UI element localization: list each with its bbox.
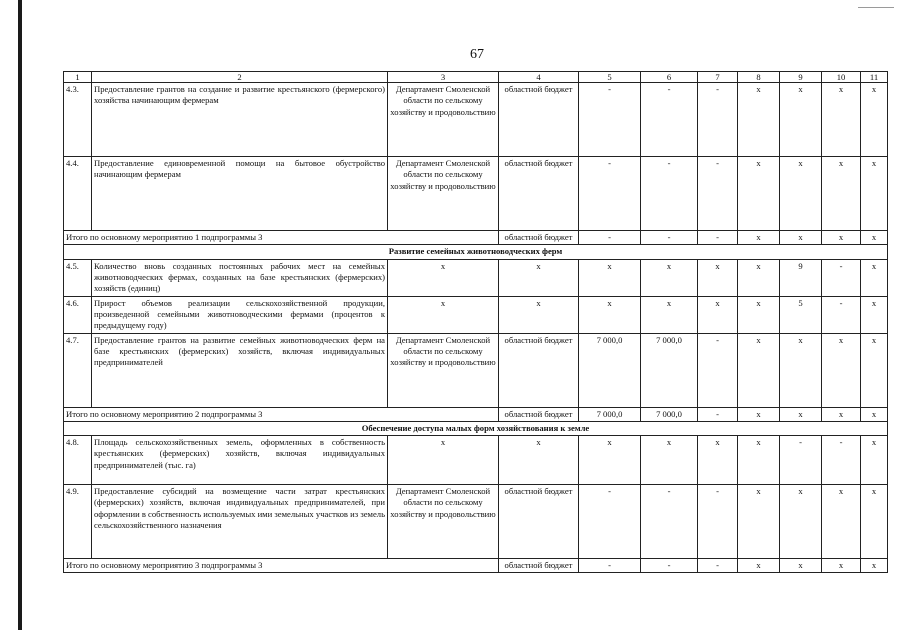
row-number: 4.7. (64, 333, 92, 407)
executor: Департамент Смоленской области по сельскому хозяйству и продовольствию (388, 157, 499, 231)
section-row (64, 421, 888, 435)
value-cell: x (738, 436, 780, 485)
column-header: 6 (641, 72, 698, 83)
column-header: 4 (499, 72, 579, 83)
value-cell: - (698, 231, 738, 245)
value-cell: x (780, 485, 822, 559)
value-cell: - (698, 157, 738, 231)
program-table (63, 71, 888, 573)
table-row (64, 259, 888, 296)
funding-source: x (499, 296, 579, 333)
value-cell: x (738, 485, 780, 559)
executor: x (388, 436, 499, 485)
value-cell: x (861, 333, 888, 407)
value-cell: x (822, 231, 861, 245)
value-cell: x (861, 485, 888, 559)
page-number: 67 (470, 47, 484, 62)
header-row (64, 72, 888, 83)
value-cell: x (780, 559, 822, 573)
activity-name: Предоставление единовременной помощи на бытовое обустройство начинающим фермерам (92, 157, 388, 231)
value-cell: x (738, 407, 780, 421)
row-number: 4.3. (64, 83, 92, 157)
value-cell: x (698, 259, 738, 296)
value-cell: - (579, 485, 641, 559)
value-cell: 7 000,0 (641, 333, 698, 407)
funding-source: областной бюджет (499, 231, 579, 245)
funding-source: x (499, 436, 579, 485)
column-header: 1 (64, 72, 92, 83)
value-cell: x (738, 559, 780, 573)
table-row (64, 436, 888, 485)
funding-source: областной бюджет (499, 407, 579, 421)
column-header: 11 (861, 72, 888, 83)
row-number: 4.8. (64, 436, 92, 485)
value-cell: x (579, 296, 641, 333)
value-cell: x (738, 296, 780, 333)
column-header: 10 (822, 72, 861, 83)
value-cell: x (579, 259, 641, 296)
activity-name: Прирост объемов реализации сельскохозяйственной продукции, произведенной семейными животноводческими фермами (процентов к предыдущему году) (92, 296, 388, 333)
value-cell: x (780, 231, 822, 245)
value-cell: 7 000,0 (579, 407, 641, 421)
value-cell: - (822, 436, 861, 485)
activity-name: Предоставление субсидий на возмещение части затрат крестьянских (фермерских) хозяйств, включая индивидуальных предпринимателей, при оформлении в собственность используемых ими земельных участков из земель сельскохозяйственного назначения (92, 485, 388, 559)
value-cell: x (641, 436, 698, 485)
value-cell: x (698, 296, 738, 333)
value-cell: x (738, 231, 780, 245)
value-cell: x (861, 436, 888, 485)
value-cell: - (698, 485, 738, 559)
value-cell: - (641, 231, 698, 245)
value-cell: x (579, 436, 641, 485)
total-row (64, 407, 888, 421)
value-cell: x (738, 259, 780, 296)
value-cell: - (698, 407, 738, 421)
activity-name: Предоставление грантов на развитие семейных животноводческих ферм на базе крестьянских (фермерских) хозяйств, включая индивидуальных предпринимателей (92, 333, 388, 407)
value-cell: x (780, 407, 822, 421)
executor: Департамент Смоленской области по сельскому хозяйству и продовольствию (388, 485, 499, 559)
value-cell: x (780, 83, 822, 157)
column-header: 2 (92, 72, 388, 83)
total-label: Итого по основному мероприятию 3 подпрограммы 3 (64, 559, 499, 573)
section-title: Развитие семейных животноводческих ферм (64, 245, 888, 259)
funding-source: областной бюджет (499, 157, 579, 231)
total-label: Итого по основному мероприятию 1 подпрограммы 3 (64, 231, 499, 245)
activity-name: Площадь сельскохозяйственных земель, оформленных в собственность крестьянских (фермерских) хозяйств, включая индивидуальных предпринимателей (тыс. га) (92, 436, 388, 485)
binding-bar (18, 0, 22, 630)
table-row (64, 296, 888, 333)
value-cell: - (579, 83, 641, 157)
value-cell: x (738, 333, 780, 407)
value-cell: x (641, 296, 698, 333)
value-cell: x (738, 157, 780, 231)
value-cell: x (822, 559, 861, 573)
value-cell: x (698, 436, 738, 485)
executor: x (388, 296, 499, 333)
table-row (64, 485, 888, 559)
value-cell: - (579, 157, 641, 231)
executor: x (388, 259, 499, 296)
total-row (64, 231, 888, 245)
funding-source: x (499, 259, 579, 296)
funding-source: областной бюджет (499, 559, 579, 573)
column-header: 7 (698, 72, 738, 83)
value-cell: x (861, 157, 888, 231)
value-cell: x (641, 259, 698, 296)
value-cell: - (579, 559, 641, 573)
value-cell: x (738, 83, 780, 157)
value-cell: x (861, 83, 888, 157)
total-label: Итого по основному мероприятию 2 подпрограммы 3 (64, 407, 499, 421)
column-header: 9 (780, 72, 822, 83)
value-cell: x (861, 407, 888, 421)
value-cell: - (822, 296, 861, 333)
activity-name: Количество вновь созданных постоянных рабочих мест на семейных животноводческих фермах, созданных на базе крестьянских (фермерских) хозяйств (единиц) (92, 259, 388, 296)
section-title: Обеспечение доступа малых форм хозяйствования к земле (64, 421, 888, 435)
value-cell: 5 (780, 296, 822, 333)
funding-source: областной бюджет (499, 333, 579, 407)
value-cell: x (822, 407, 861, 421)
value-cell: x (822, 333, 861, 407)
value-cell: x (861, 259, 888, 296)
value-cell: - (698, 333, 738, 407)
value-cell: - (698, 83, 738, 157)
value-cell: x (822, 83, 861, 157)
row-number: 4.6. (64, 296, 92, 333)
value-cell: - (641, 83, 698, 157)
executor: Департамент Смоленской области по сельскому хозяйству и продовольствию (388, 333, 499, 407)
value-cell: x (861, 296, 888, 333)
value-cell: - (780, 436, 822, 485)
value-cell: - (641, 157, 698, 231)
section-row (64, 245, 888, 259)
value-cell: 9 (780, 259, 822, 296)
column-header: 5 (579, 72, 641, 83)
activity-name: Предоставление грантов на создание и развитие крестьянского (фермерского) хозяйства начинающим фермерам (92, 83, 388, 157)
value-cell: 7 000,0 (641, 407, 698, 421)
funding-source: областной бюджет (499, 83, 579, 157)
row-number: 4.5. (64, 259, 92, 296)
row-number: 4.4. (64, 157, 92, 231)
value-cell: x (822, 485, 861, 559)
value-cell: - (641, 559, 698, 573)
value-cell: - (641, 485, 698, 559)
table-row (64, 83, 888, 157)
table-row (64, 157, 888, 231)
funding-source: областной бюджет (499, 485, 579, 559)
value-cell: 7 000,0 (579, 333, 641, 407)
total-row (64, 559, 888, 573)
value-cell: x (780, 157, 822, 231)
value-cell: - (822, 259, 861, 296)
value-cell: x (861, 559, 888, 573)
value-cell: x (822, 157, 861, 231)
column-header: 8 (738, 72, 780, 83)
value-cell: - (698, 559, 738, 573)
corner-mark (858, 7, 894, 8)
row-number: 4.9. (64, 485, 92, 559)
column-header: 3 (388, 72, 499, 83)
value-cell: - (579, 231, 641, 245)
executor: Департамент Смоленской области по сельскому хозяйству и продовольствию (388, 83, 499, 157)
value-cell: x (861, 231, 888, 245)
table-row (64, 333, 888, 407)
value-cell: x (780, 333, 822, 407)
